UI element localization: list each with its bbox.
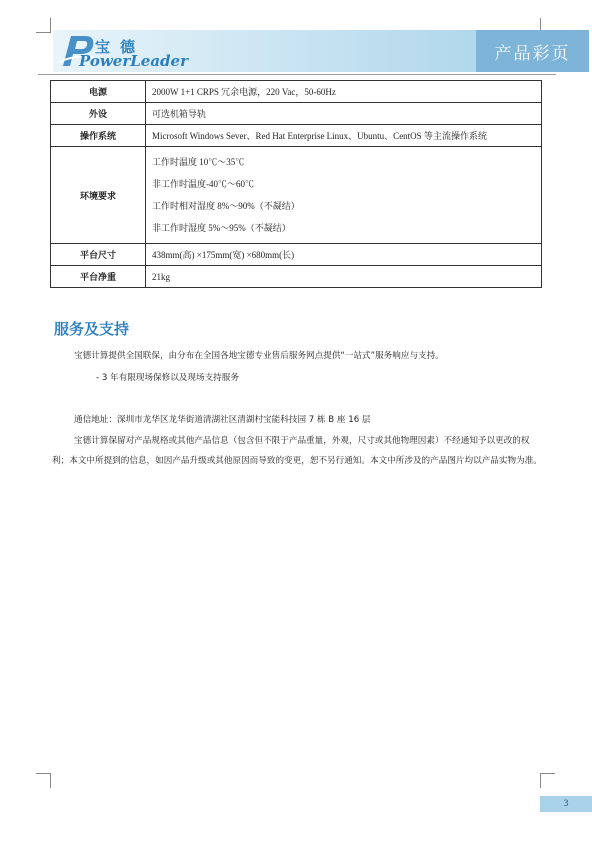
crop-mark-bottom-left — [36, 773, 51, 788]
spec-value: 438mm(高) ×175mm(宽) ×680mm(长) — [146, 244, 542, 266]
spec-table — [50, 80, 542, 288]
spec-key: 环境要求 — [51, 147, 146, 244]
table-row — [51, 244, 542, 266]
spec-key: 平台尺寸 — [51, 244, 146, 266]
spec-value: 21kg — [146, 266, 542, 288]
crop-mark-bottom-right — [540, 773, 555, 788]
table-row — [51, 81, 542, 103]
contact-address: 通信地址：深圳市龙华区龙华街道清湖社区清湖村宝能科技园 7 栋 B 座 16 层 — [74, 415, 371, 425]
header-divider — [38, 74, 556, 75]
company-logo — [57, 32, 207, 70]
section-title: 服务及支持 — [54, 320, 130, 338]
spec-value: 2000W 1+1 CRPS 冗余电源，220 Vac，50-60Hz — [146, 81, 542, 103]
spec-value-line: 工作时相对湿度 8%～90%（不凝结） — [152, 201, 300, 211]
table-row — [51, 147, 542, 244]
spec-key: 电源 — [51, 81, 146, 103]
spec-value: Microsoft Windows Sever、Red Hat Enterprise Linux、Ubuntu、CentOS 等主流操作系统 — [146, 125, 542, 147]
spec-key: 外设 — [51, 103, 146, 125]
service-intro: 宝德计算提供全国联保，由分布在全国各地宝德专业售后服务网点提供“一站式”服务响应与支持。 — [74, 351, 444, 361]
service-bullet: - 3 年有限现场保修以及现场支持服务 — [96, 373, 239, 383]
disclaimer-text: 宝德计算保留对产品规格或其他产品信息（包含但不限于产品重量，外观，尺寸或其他物理因素）不经通知予以更改的权利；本文中所提到的信息，如因产品升级或其他原因而导致的变更，恕不另行通知。本文中所涉及的产品图片均以产品实物为准。 — [52, 436, 542, 466]
spec-value-line: 工作时温度 10℃～35℃ — [152, 157, 245, 167]
spec-key: 操作系统 — [51, 125, 146, 147]
spec-value: 可选机箱导轨 — [146, 103, 542, 125]
table-row — [51, 103, 542, 125]
logo-chinese-text: 宝德 — [95, 38, 146, 56]
spec-key: 平台净重 — [51, 266, 146, 288]
table-row — [51, 125, 542, 147]
page-number: 3 — [540, 796, 592, 812]
header-banner — [53, 30, 571, 72]
spec-value-line: 非工作时湿度 5%～95%（不凝结） — [152, 223, 291, 233]
section-label: 产品彩页 — [476, 30, 589, 72]
spec-value-multiline — [146, 147, 542, 244]
table-row — [51, 266, 542, 288]
crop-mark-top-left — [36, 18, 51, 33]
spec-value-line: 非工作时温度-40℃～60℃ — [152, 179, 254, 189]
logo-english-text: PowerLeader — [79, 52, 188, 70]
